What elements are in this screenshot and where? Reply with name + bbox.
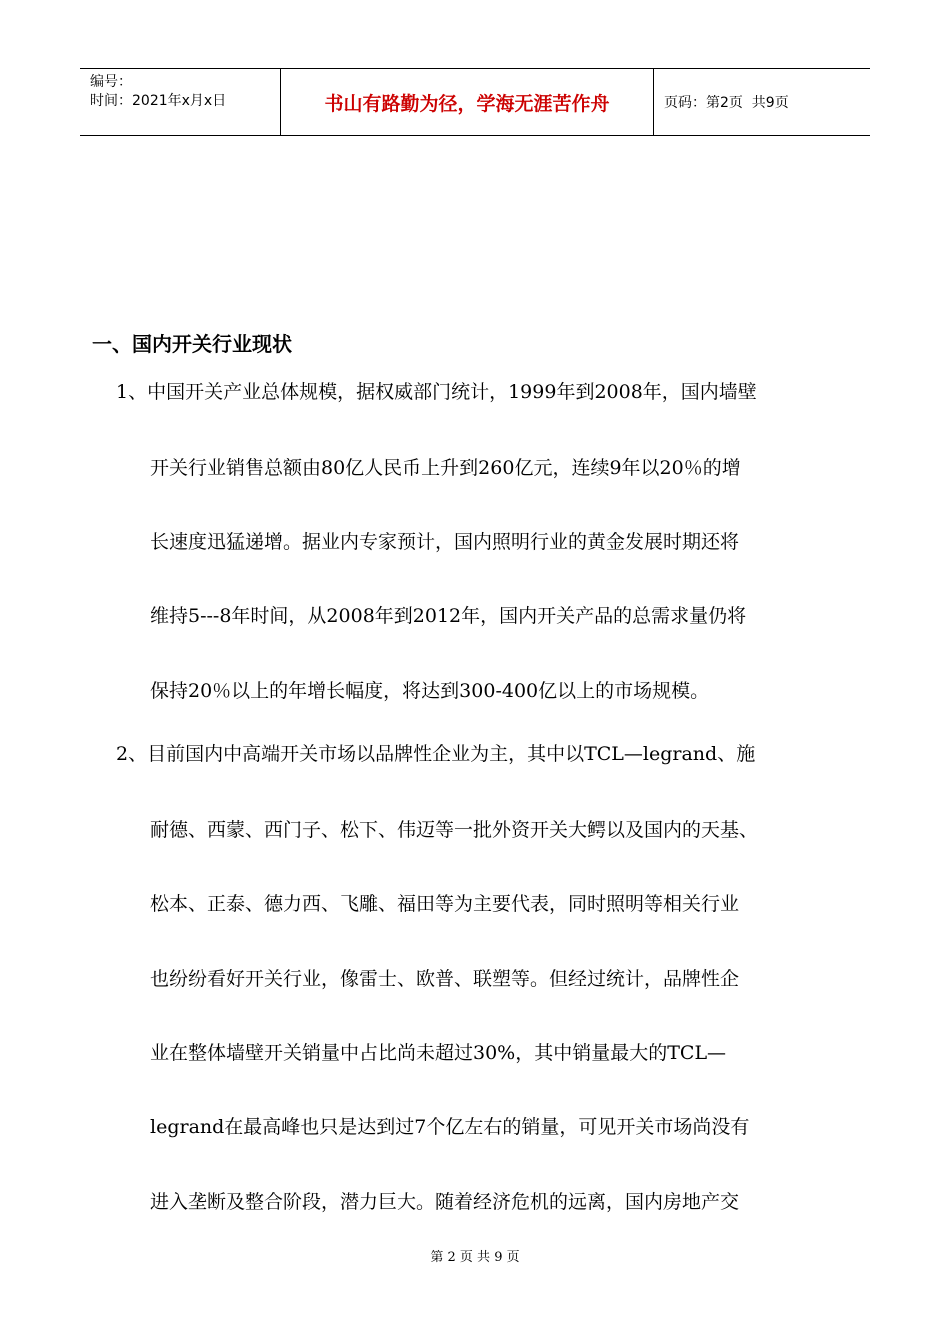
document-date-label: 时间：2021年x月x日 — [90, 93, 227, 109]
paragraph-1-line-3: 长速度迅猛递增。据业内专家预计，国内照明行业的黄金发展时期还将 — [150, 531, 740, 553]
header-page-info: 页码：第2页 共9页 — [664, 95, 789, 111]
header-motto: 书山有路勤为径，学海无涯苦作舟 — [281, 69, 654, 135]
paragraph-2-line-2: 耐德、西蒙、西门子、松下、伟迈等一批外资开关大鳄以及国内的天基、 — [150, 819, 759, 841]
paragraph-1-line-4: 维持5---8年时间，从2008年到2012年，国内开关产品的总需求量仍将 — [150, 605, 747, 627]
paragraph-2-line-6: legrand在最高峰也只是达到过7个亿左右的销量，可见开关市场尚没有 — [150, 1116, 750, 1138]
section-title: 一、国内开关行业现状 — [92, 332, 292, 356]
paragraph-2-line-1: 2、目前国内中高端开关市场以品牌性企业为主，其中以TCL—legrand、施 — [116, 743, 756, 765]
paragraph-2-line-3: 松本、正泰、德力西、飞雕、福田等为主要代表，同时照明等相关行业 — [150, 893, 740, 915]
paragraph-1-line-2: 开关行业销售总额由80亿人民币上升到260亿元，连续9年以20％的增 — [150, 457, 741, 479]
document-number-label: 编号： — [90, 74, 132, 90]
header-meta-cell — [80, 69, 281, 135]
page-header — [80, 68, 870, 136]
paragraph-2-line-5: 业在整体墙壁开关销量中占比尚未超过30%，其中销量最大的TCL— — [150, 1042, 727, 1064]
paragraph-1-line-1: 1、中国开关产业总体规模，据权威部门统计，1999年到2008年，国内墙壁 — [116, 381, 757, 403]
paragraph-2-line-7: 进入垄断及整合阶段，潜力巨大。随着经济危机的远离，国内房地产交 — [150, 1191, 740, 1213]
page-footer: 第 2 页 共 9 页 — [430, 1250, 520, 1265]
paragraph-1-line-5: 保持20％以上的年增长幅度，将达到300-400亿以上的市场规模。 — [150, 680, 710, 702]
paragraph-2-line-4: 也纷纷看好开关行业，像雷士、欧普、联塑等。但经过统计，品牌性企 — [150, 968, 740, 990]
